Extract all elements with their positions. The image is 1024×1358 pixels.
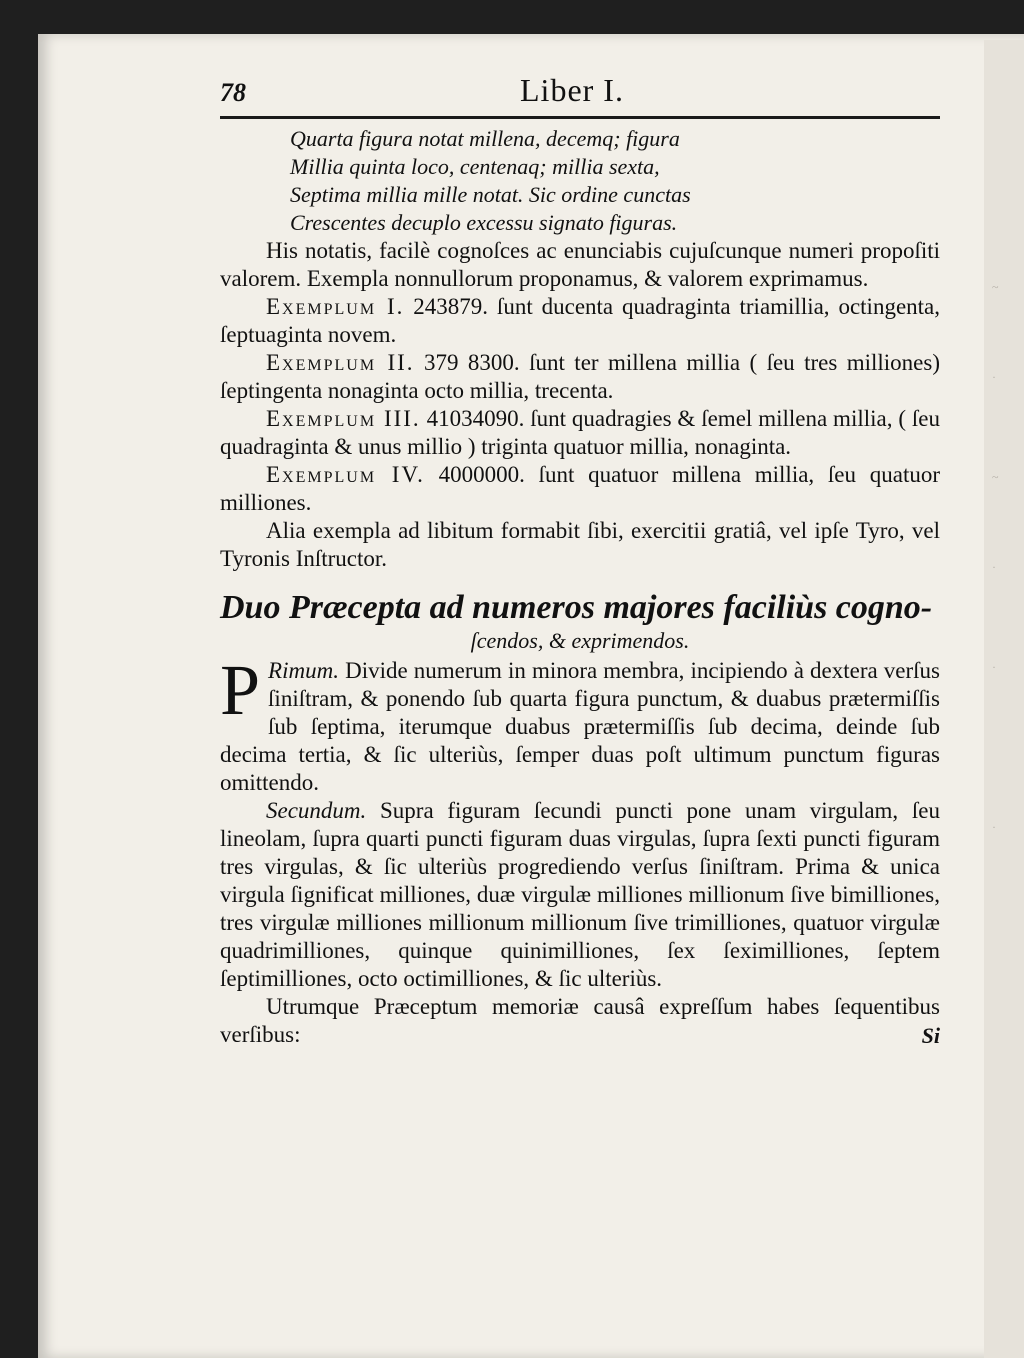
example-text: 379 8300. ſunt ter millena millia ( ſeu tres milliones) ſeptingenta nonaginta octo millia, trecenta.	[220, 350, 940, 403]
secundum-label: Secundum.	[266, 798, 367, 823]
page-content	[220, 70, 940, 1049]
verse-line: Septima millia mille notat. Sic ordine cunctas	[290, 182, 691, 207]
secundum-text: Supra figuram ſecundi puncti pone unam virgulam, ſeu lineolam, ſupra quarti puncti figuram duas virgulas, ſupra ſexti puncti figuram tres virgulas, & ſic ulteriùs progrediendo verſus ſiniſtram. Prima & unica virgula ſignificat milliones, duæ virgulæ milliones millionum ſive bimilliones, tres virgulæ milliones millionum millionum ſive trimilliones, quatuor virgulæ quadrimilliones, quinque quinimilliones, ſex ſeximilliones, ſeptem ſeptimilliones, octo octimilliones, & ſic ulteriùs.	[220, 798, 941, 991]
closing-paragraph: Utrumque Præceptum memoriæ causâ expreſſum habes ſequentibus verſibus:	[220, 994, 940, 1047]
section-title: Duo Præcepta ad numeros majores faciliùs cogno-	[220, 589, 933, 626]
primum-label: Rimum.	[268, 658, 339, 683]
example-paragraph	[220, 461, 940, 517]
drop-cap: P	[220, 650, 261, 730]
closing-block	[220, 993, 940, 1049]
facing-page-edge: ~ · ~ · · ·	[984, 40, 1024, 1358]
primum-text: Divide numerum in minora membra, incipiendo à dextera verſus ſiniſtram, & ponendo ſub quarta figura punctum, & duabus prætermiſſis ſub ſeptima, iterumque duabus prætermiſſis ſub decima, deinde ſub decima tertia, & ſic ulteriùs, ſemper duas poſt ultimum punctum figuras omittendo.	[220, 658, 940, 795]
example-label: Exemplum II.	[266, 350, 415, 375]
primum-block	[220, 650, 940, 797]
example-text: 4000000. ſunt quatuor millena millia, ſeu quatuor milliones.	[220, 462, 940, 515]
alia-paragraph: Alia exempla ad libitum formabit ſibi, exercitii gratiâ, vel ipſe Tyro, vel Tyronis Inſtructor.	[220, 518, 940, 571]
verse-block	[220, 125, 940, 237]
verse-line: Millia quinta loco, centenaq; millia sexta,	[290, 154, 660, 179]
catchword: Si	[921, 1023, 940, 1048]
example-paragraph	[220, 349, 940, 405]
verse-line: Quarta figura notat millena, decemq; figura	[290, 126, 680, 151]
page-number: 78	[220, 78, 246, 107]
example-label: Exemplum III.	[266, 406, 421, 431]
example-label: Exemplum I.	[266, 294, 405, 319]
header-rule	[220, 116, 940, 119]
running-title: Liber I.	[520, 72, 624, 108]
example-text: 41034090. ſunt quadragies & ſemel millena millia, ( ſeu quadraginta & unus millio ) triginta quatuor millia, nonaginta.	[220, 406, 941, 459]
intro-paragraph: His notatis, facilè cognoſces ac enunciabis cujuſcunque numeri propoſiti valorem. Exempla nonnullorum proponamus, & valorem exprimamus.	[220, 238, 940, 291]
example-text: 243879. ſunt ducenta quadraginta triamillia, octingenta, ſeptuaginta novem.	[220, 294, 941, 347]
example-label: Exemplum IV.	[266, 462, 425, 487]
section-title-continued: ſcendos, & exprimendos.	[470, 628, 690, 653]
secundum-paragraph	[220, 797, 940, 993]
primum-paragraph	[220, 650, 940, 797]
page-header	[220, 70, 940, 114]
verse-line: Crescentes decuplo excessu signato figuras.	[290, 210, 678, 235]
example-paragraph	[220, 293, 940, 349]
example-paragraph	[220, 405, 940, 461]
